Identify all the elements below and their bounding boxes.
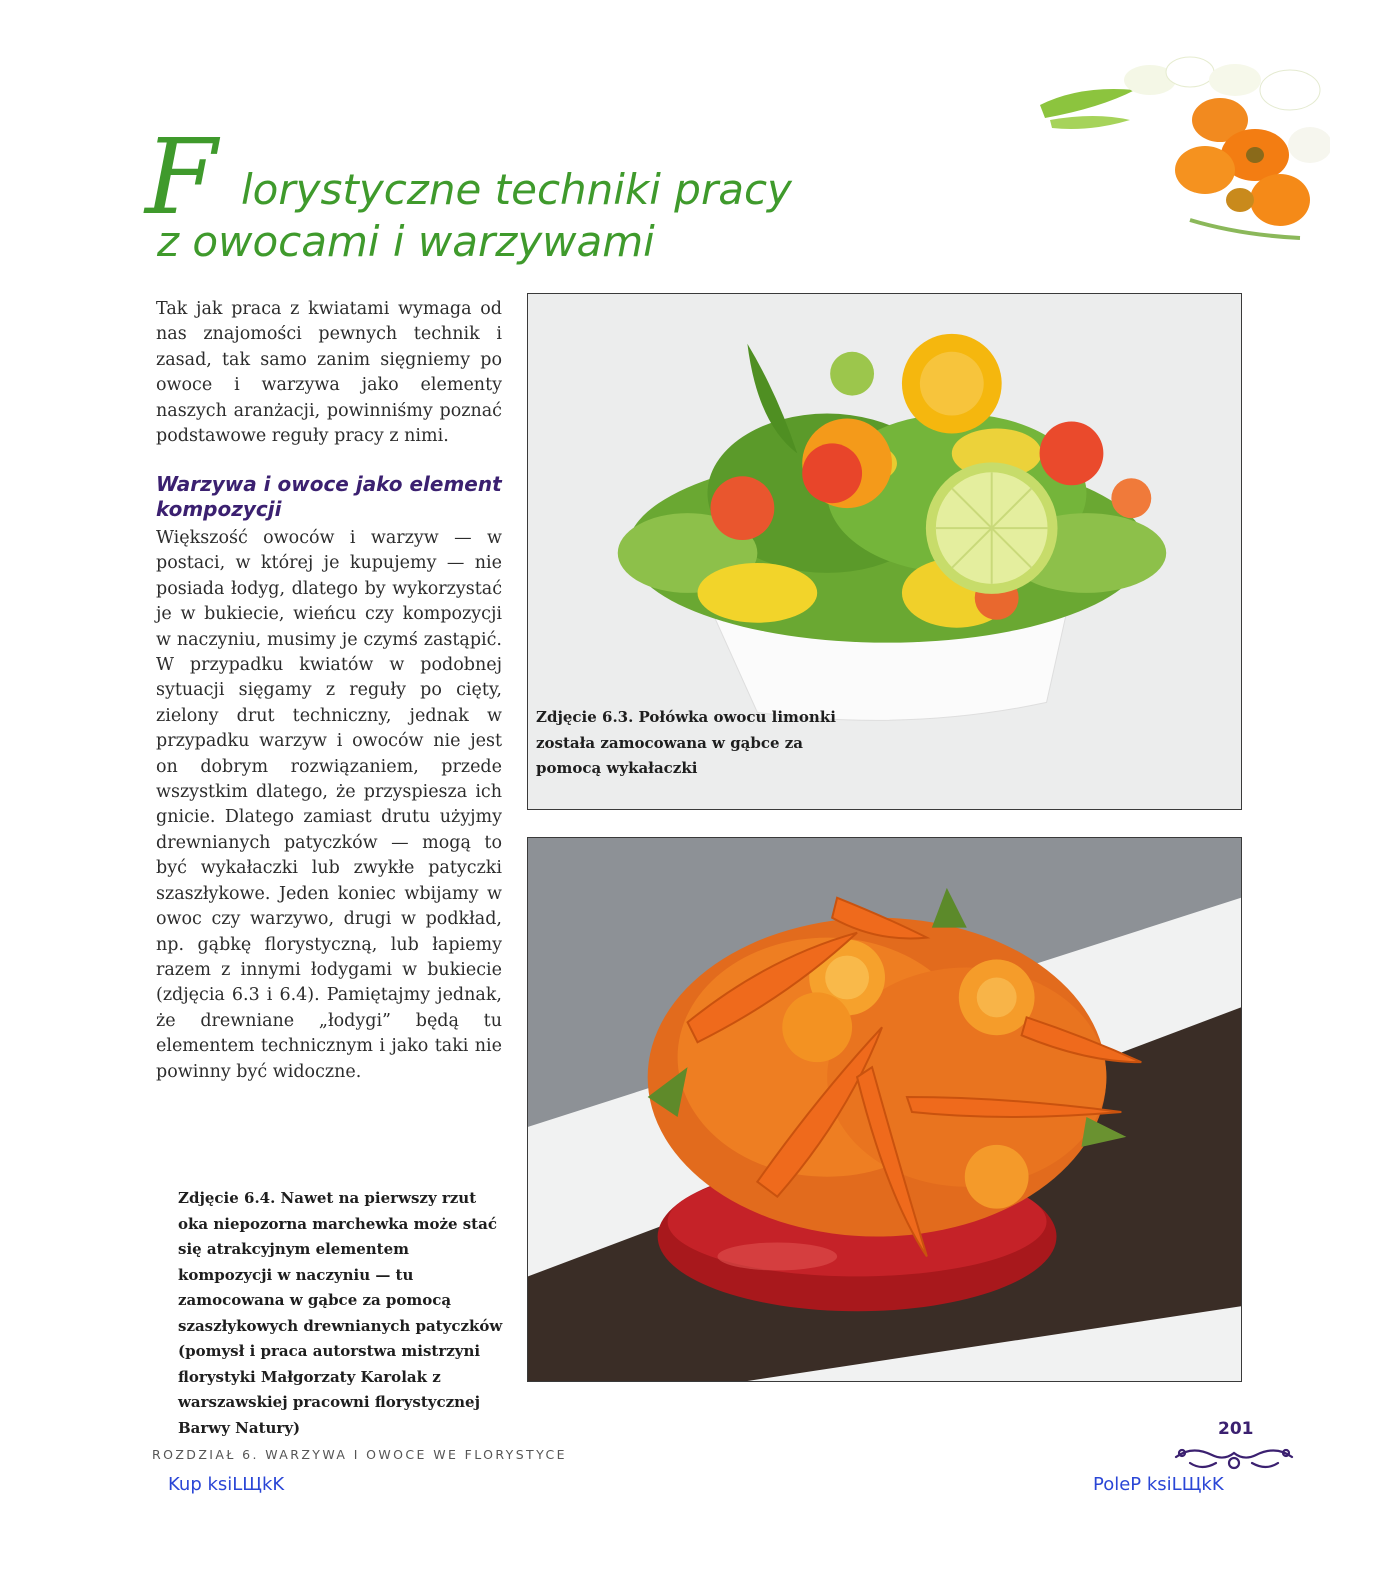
title-initial-letter: F (145, 116, 218, 238)
page-number: 201 (1218, 1419, 1254, 1439)
corner-flowers-image (1040, 50, 1330, 240)
caption-photo-6-4: Zdjęcie 6.4. Nawet na pierwszy rzut oka niepozorna marchewka może stać się atrakcyjnym elementem kompozycji w naczyniu — tu zamocowana w gąbce za pomocą szaszłykowych drewnianych patyczków (pomysł i praca autorstwa mistrzyni florystyki Małgorzaty Karolak z warszawskiej pracowni florystycznej Barwy Natury) (178, 1189, 503, 1437)
body-paragraph: Większość owoców i warzyw — w postaci, w której je kupujemy — nie posiada łodyg, dlatego by wykorzystać je w bukiecie, wieńcu czy kompozycji w naczyniu, musimy je czymś zastąpić. W przypadku kwiatów w podobnej sytuacji sięgamy z reguły po cięty, zielony drut techniczny, jednak w przypadku warzyw i owoców nie jest on dobrym rozwiązaniem, przede wszystkim dlatego, że przyspiesza ich gnicie. Dlatego zamiast drutu użyjmy drewnianych patyczków — mogą to być wykałaczki lub zwykłe patyczki szaszłykowe. Jeden koniec wbijamy w owoc czy warzywo, drugi w podkład, np. gąbkę florystyczną, lub łapiemy razem z innymi łodygami w bukiecie (zdjęcia 6.3 i 6.4). Pamiętajmy jednak, że drewniane „łodygi” będą tu elementem technicznym i jako taki nie powinny być widoczne. (156, 528, 502, 1082)
ornament-icon (1172, 1441, 1296, 1475)
title-line-1: lorystyczne techniki pracy (241, 165, 792, 214)
chapter-running-footer: ROZDZIAŁ 6. WARZYWA I OWOCE WE FLORYSTYCE (152, 1447, 567, 1462)
title-line-2: z owocami i warzywami (157, 217, 655, 266)
page-title (145, 116, 925, 275)
caption-photo-6-3: Zdjęcie 6.3. Połówka owocu limonki została zamocowana w gąbce za pomocą wykałaczki (536, 708, 836, 777)
rate-book-link[interactable]: PoleP ksiLЩkK (1093, 1474, 1224, 1495)
buy-book-link[interactable]: Kup ksiLЩkK (168, 1474, 285, 1495)
section-heading: Warzywa i owoce jako element kompozycji (156, 472, 502, 521)
photo-carrot-arrangement (527, 837, 1242, 1382)
intro-paragraph: Tak jak praca z kwiatami wymaga od nas znajomości pewnych technik i zasad, tak samo zanim sięgniemy po owoce i warzywa jako elementy naszych aranżacji, powinniśmy poznać podstawowe reguły pracy z nimi. (156, 299, 502, 447)
